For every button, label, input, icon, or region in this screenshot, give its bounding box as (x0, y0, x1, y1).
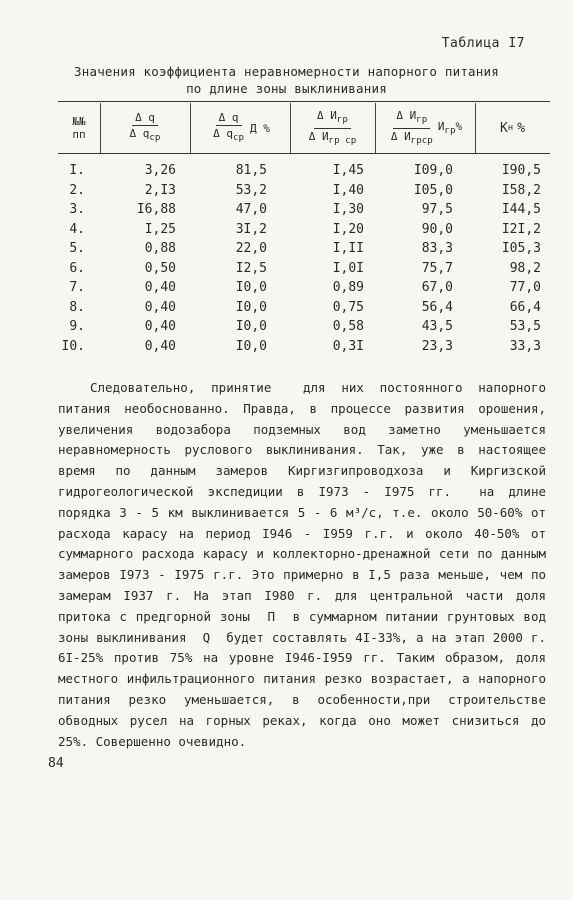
table-cell: I09,0 (413, 163, 453, 178)
table-cell: 2. (69, 182, 85, 198)
header-di-numerator: Δ $И_{гр}$ (314, 109, 351, 128)
header-di-ratio (290, 103, 375, 153)
body-text (58, 378, 554, 752)
table-row (0, 280, 573, 299)
page-number: 84 (48, 756, 64, 771)
table-row (0, 163, 573, 182)
table-row (0, 261, 573, 280)
table-cell: 83,3 (421, 241, 453, 256)
table-cell: 33,3 (509, 338, 541, 354)
table-top-rule (58, 101, 550, 102)
table-header-rule (58, 153, 550, 154)
table-cell: I0,0 (235, 319, 267, 334)
table-cell: I90,5 (501, 163, 541, 178)
table-label: Таблица I7 (441, 36, 525, 51)
table-cell: 0,40 (144, 319, 176, 334)
table-cell: I,20 (332, 221, 364, 237)
table-cell: 0,88 (144, 241, 176, 256)
table-cell: I58,2 (501, 182, 541, 198)
table-row (0, 319, 573, 338)
table-cell: I,25 (144, 221, 176, 237)
table-cell: I. (69, 163, 85, 178)
table-row (0, 241, 573, 260)
table-cell: I0,0 (235, 280, 267, 295)
table-cell: 75,7 (421, 260, 453, 276)
table-cell: 53,2 (235, 182, 267, 198)
table-cell: 43,5 (421, 319, 453, 334)
table-cell: 22,0 (235, 241, 267, 256)
table-cell: 4. (69, 221, 85, 237)
table-row (0, 183, 573, 202)
header-dq-denominator: Δ $q_{ср}$ (129, 127, 161, 144)
table-cell: 97,5 (421, 202, 453, 217)
table-cell: 3I,2 (235, 221, 267, 237)
table-row (0, 202, 573, 221)
table-cell: I05,3 (501, 241, 541, 256)
table-cell: 3,26 (144, 163, 176, 178)
table-cell: I0. (61, 338, 85, 354)
header-number-top: №№ (72, 115, 86, 128)
table-cell: 77,0 (509, 280, 541, 295)
header-number-bottom: пп (72, 128, 86, 141)
table-cell: 8. (69, 299, 85, 315)
header-dq-percent (190, 103, 290, 153)
table-cell: I,40 (332, 182, 364, 198)
table-cell: 2,I3 (144, 182, 176, 198)
table-cell: 3. (69, 202, 85, 217)
table-cell: 81,5 (235, 163, 267, 178)
table-cell: I0,0 (235, 338, 267, 354)
table-cell: 23,3 (421, 338, 453, 354)
header-di-percent (375, 103, 475, 153)
header-di2-numerator: Δ $И_{гр}$ (393, 109, 430, 128)
table-cell: 6. (69, 260, 85, 276)
table-cell: I,30 (332, 202, 364, 217)
table-cell: 67,0 (421, 280, 453, 295)
table-cell: 0,75 (332, 299, 364, 315)
table-cell: I2I,2 (501, 221, 541, 237)
header-dq2-suffix: Д % (250, 121, 270, 135)
table-cell: 0,89 (332, 280, 364, 295)
header-dq-numerator: Δ q (132, 111, 158, 126)
table-cell: 7. (69, 280, 85, 295)
table-cell: 5. (69, 241, 85, 256)
header-dq2-denominator: Δ $q_{ср}$ (213, 127, 245, 144)
table-cell: 0,58 (332, 319, 364, 334)
table-row (0, 222, 573, 241)
table-cell: 90,0 (421, 221, 453, 237)
header-kn-percent: К н % (499, 120, 526, 136)
header-dq2-numerator: Δ q (216, 111, 242, 126)
table-cell: I05,0 (413, 182, 453, 198)
table-cell: I,II (332, 241, 364, 256)
table-cell: 0,50 (144, 260, 176, 276)
table-caption-line1: Значения коэффициента неравномерности напорного питания (74, 64, 499, 79)
table-cell: I,0I (332, 260, 364, 276)
table-cell: 0,40 (144, 338, 176, 354)
table-cell: I44,5 (501, 202, 541, 217)
header-row-number (58, 103, 100, 153)
paragraph: Следовательно, принятие для них постоянного напорного питания необоснованно. Правда, в процессе развития орошения, увеличения водозабора подземных вод заметно уменьшается неравномерность руслового выклинивания. Так, уже в настоящее время по данным замеров Киргизгипроводхоза и Киргизской гидрогеологической экспедиции в I973 - I975 гг. на длине порядка 3 - 5 км выклинивается 5 - 6 м³/с, т.е. около 50-60% от расхода карасу на период I946 - I959 г.г. и около 40-50% от суммарного расхода карасу и коллекторно-дренажной сети по данным замеров I973 - I975 г.г. Это примерно в I,5 раза меньше, чем по замерам I937 г. На этап I980 г. для центральной части доля притока с предгорной зоны П в суммарном питании грунтовых вод зоны выклинивания Q будет составлять 4I-33%, а на этап 2000 г. 6I-25% против 75% на уровне I946-I959 гг. Таким образом, доля местного инфильтрационного питания резко возрастает, а напорного питания резко уменьшается, в особенности,при строительстве обводных русел на горных реках, когда оно может снизиться до 25%. Совершенно очевидно. (58, 380, 554, 749)
table-cell: I2,5 (235, 260, 267, 276)
table-cell: 0,3I (332, 338, 364, 354)
table-caption-line2: по длине зоны выклинивания (186, 81, 387, 96)
table-cell: 9. (69, 319, 85, 334)
header-di2-suffix: $И_{гр}\%$ (437, 119, 463, 137)
table-row (0, 339, 573, 358)
table-cell: 53,5 (509, 319, 541, 334)
table-cell: I6,88 (136, 202, 176, 217)
header-di2-denominator: Δ $И_{грср}$ (390, 129, 433, 146)
table-cell: 47,0 (235, 202, 267, 217)
header-dq-ratio (100, 103, 190, 153)
table-cell: 98,2 (509, 260, 541, 276)
table-cell: I0,0 (235, 299, 267, 315)
header-di-denominator: Δ $И_{гр ср}$ (308, 129, 357, 146)
table-cell: 0,40 (144, 299, 176, 315)
table-cell: I,45 (332, 163, 364, 178)
table-row (0, 300, 573, 319)
table-cell: 66,4 (509, 299, 541, 315)
table-cell: 56,4 (421, 299, 453, 315)
table-cell: 0,40 (144, 280, 176, 295)
